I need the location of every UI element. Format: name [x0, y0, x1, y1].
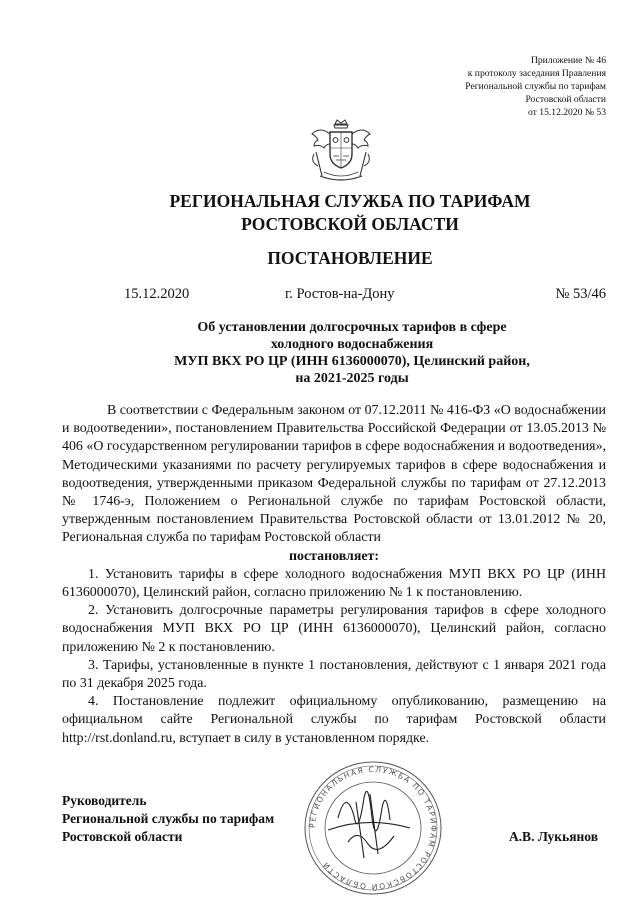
subject-line: холодного водоснабжения	[270, 337, 434, 352]
appendix-line: к протоколу заседания Правления	[467, 68, 606, 79]
org-line: РЕГИОНАЛЬНАЯ СЛУЖБА ПО ТАРИФАМ	[169, 191, 531, 211]
appendix-line: Региональной службы по тарифам	[465, 81, 606, 92]
org-line: РОСТОВСКОЙ ОБЛАСТИ	[241, 214, 459, 234]
handwritten-signature-icon	[328, 791, 410, 858]
preamble-paragraph: В соответствии с Федеральным законом от 07.12.2011 № 416-ФЗ «О водоснабжении и водоотведении», постановлением Правительства Российской Федерации от 13.05.2013 № 406 «О государственном регулировании тарифов в сфере водоснабжения и водоотведения», Методическими указаниями по расчету регулируемых тарифов в сфере водоснабжения и водоотведения, утвержденными приказом Федеральной службы по тарифам от 27.12.2013 № 1746-э, Положением о Региональной службе по тарифам Ростовской области, утвержденным постановлением Правительства Ростовской области от 13.01.2012 № 20, Региональная служба по тарифам Ростовской области	[62, 403, 606, 546]
signatory-title-line: Руководитель	[62, 793, 147, 808]
signatory-title	[62, 792, 274, 846]
resolution-item: 1. Установить тарифы в сфере холодного водоснабжения МУП ВКХ РО ЦР (ИНН 6136000070), Целинский район, согласно приложению № 1 к постановлению.	[62, 566, 606, 601]
appendix-line: от 15.12.2020 № 53	[528, 107, 606, 118]
document-type: ПОСТАНОВЛЕНИЕ	[267, 248, 433, 268]
signatory-name: А.В. Лукьянов	[508, 829, 598, 844]
document-subject	[100, 319, 604, 387]
resolution-item: 4. Постановление подлежит официальному опубликованию, размещению на официальном сайте Региональной службы по тарифам Ростовской области http://rst.donland.ru, вступает в силу в установленном порядке.	[62, 694, 606, 746]
signatory-title-line: Ростовской области	[62, 829, 183, 844]
subject-line: на 2021-2025 годы	[295, 371, 409, 386]
resolves-heading: постановляет:	[289, 548, 379, 564]
appendix-line: Ростовской области	[525, 94, 606, 105]
document-date: 15.12.2020	[124, 286, 190, 302]
organization-name	[60, 190, 640, 236]
resolution-item: 3. Тарифы, установленные в пункте 1 постановления, действуют с 1 января 2021 года по 31 декабря 2025 года.	[62, 657, 606, 692]
coat-of-arms-icon	[306, 118, 376, 186]
resolution-item: 2. Установить долгосрочные параметры регулирования тарифов в сфере холодного водоснабжения МУП ВКХ РО ЦР (ИНН 6136000070), Целинский район, согласно приложению № 2 к постановлению.	[62, 603, 606, 655]
subject-line: Об установлении долгосрочных тарифов в сфере	[197, 320, 507, 335]
official-seal-icon	[298, 758, 448, 898]
document-city: г. Ростов-на-Дону	[285, 286, 395, 302]
signatory-title-line: Региональной службы по тарифам	[62, 811, 275, 826]
subject-line: МУП ВКХ РО ЦР (ИНН 6136000070), Целинский район,	[174, 354, 530, 369]
svg-text:РЕГИОНАЛЬНАЯ СЛУЖБА ПО ТАРИФАМ	[308, 765, 438, 891]
document-meta	[0, 285, 640, 303]
document-body	[62, 402, 606, 748]
appendix-note	[465, 54, 606, 119]
appendix-line: Приложение № 46	[530, 55, 606, 66]
document-number: № 53/46	[555, 286, 606, 302]
seal-ring-text: РЕГИОНАЛЬНАЯ СЛУЖБА ПО ТАРИФАМ РОСТОВСКОЙ ОБЛАСТИ	[307, 764, 439, 892]
